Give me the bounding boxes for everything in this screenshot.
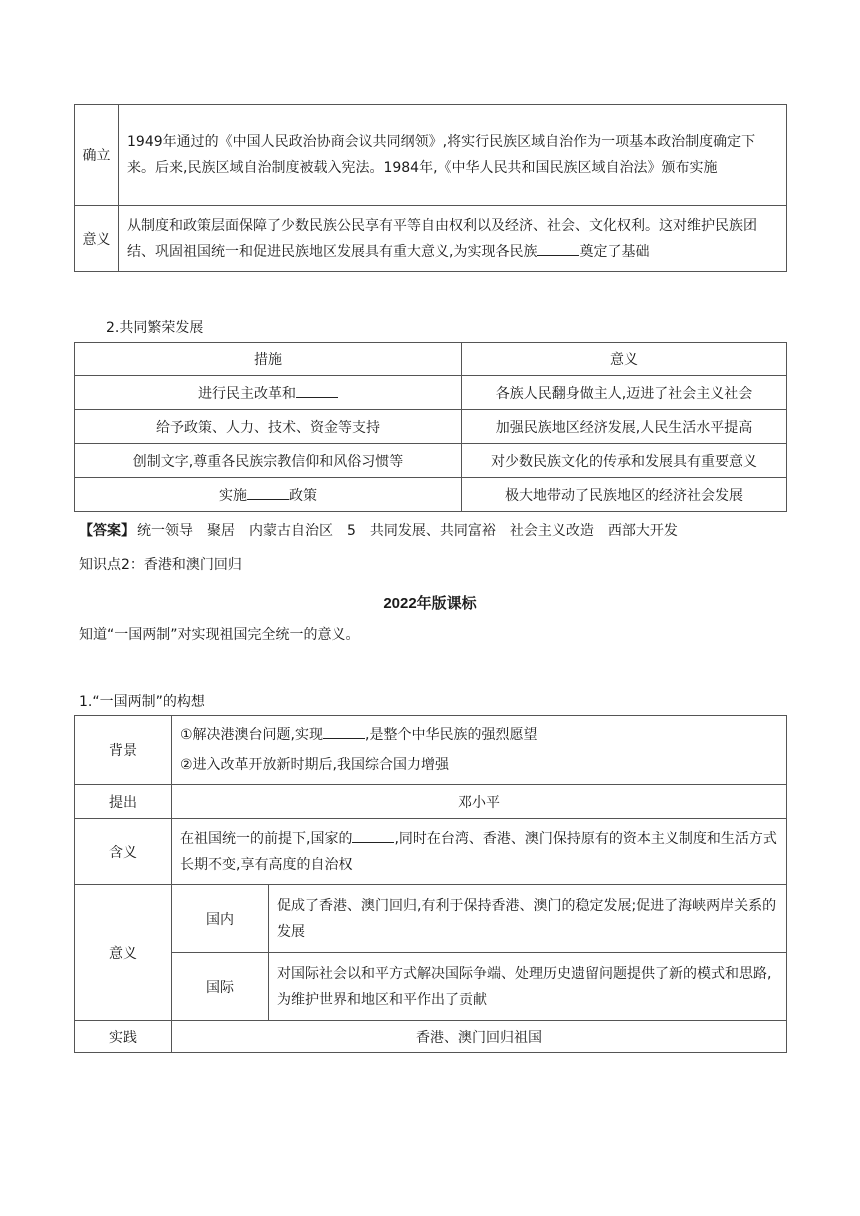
fill-blank [352, 828, 394, 843]
row-label: 背景 [75, 716, 172, 785]
answer-line [79, 520, 692, 540]
table-row [75, 478, 787, 512]
table-row [75, 1021, 787, 1053]
table-row [75, 376, 787, 410]
measure-cell: 给予政策、人力、技术、资金等支持 [75, 410, 462, 444]
regional-autonomy-table [74, 104, 787, 272]
table-header-row [75, 343, 787, 376]
answer-tag: 【答案】 [79, 523, 135, 539]
table-row [75, 444, 787, 478]
answer-item: 内蒙古自治区 [249, 523, 333, 539]
row-label: 实践 [75, 1021, 172, 1053]
meaning-cell: 极大地带动了民族地区的经济社会发展 [462, 478, 787, 512]
prosperity-table [74, 342, 787, 512]
knowledge-point-heading: 知识点2：香港和澳门回归 [79, 557, 242, 573]
answer-item: 聚居 [207, 523, 235, 539]
measure-cell: 进行民主改革和 [75, 376, 462, 410]
row-label: 含义 [75, 819, 172, 885]
answer-item: 5 [347, 523, 356, 539]
sub-label: 国际 [172, 953, 269, 1021]
fill-blank [296, 383, 338, 398]
table-row [75, 785, 787, 819]
practice-value: 香港、澳门回归祖国 [172, 1021, 787, 1053]
meaning-cell: 各族人民翻身做主人,迈进了社会主义社会 [462, 376, 787, 410]
answer-item: 统一领导 [137, 523, 193, 539]
table-row [75, 716, 787, 785]
fill-blank [247, 485, 289, 500]
section-title: 1.“一国两制”的构想 [79, 694, 205, 710]
answer-item: 社会主义改造 [509, 523, 594, 539]
measure-cell: 实施 政策 [75, 478, 462, 512]
row-label: 意义 [75, 885, 172, 1021]
one-country-two-systems-table [74, 715, 787, 1053]
domestic-text: 促成了香港、澳门回归,有利于保持香港、澳门的稳定发展;促进了海峡两岸关系的发展 [269, 885, 787, 953]
column-header: 措施 [75, 343, 462, 376]
background-line: ②进入改革开放新时期后,我国综合国力增强 [180, 757, 449, 773]
measure-cell: 创制文字,尊重各民族宗教信仰和风俗习惯等 [75, 444, 462, 478]
row-label: 提出 [75, 785, 172, 819]
table-row [75, 105, 787, 206]
table-row [75, 410, 787, 444]
meaning-cell: 对少数民族文化的传承和发展具有重要意义 [462, 444, 787, 478]
meaning-cell: 加强民族地区经济发展,人民生活水平提高 [462, 410, 787, 444]
proposer-value: 邓小平 [172, 785, 787, 819]
section-title: 2.共同繁荣发展 [106, 320, 204, 336]
background-line: ①解决港澳台问题,实现 ,是整个中华民族的强烈愿望 [180, 720, 778, 750]
row-text: 1949年通过的《中国人民政治协商会议共同纲领》,将实行民族区域自治作为一项基本政治制度确定下来。后来,民族区域自治制度被载入宪法。1984年,《中华人民共和国民族区域自治法》颁布实施 [119, 105, 787, 206]
fill-blank [537, 241, 579, 256]
standard-title: 2022年版课标 [383, 595, 477, 612]
table-row [75, 885, 787, 953]
international-text: 对国际社会以和平方式解决国际争端、处理历史遗留问题提供了新的模式和思路,为维护世界和地区和平作出了贡献 [269, 953, 787, 1021]
table-row [75, 206, 787, 272]
row-label: 意义 [75, 206, 119, 272]
fill-blank [323, 724, 365, 739]
standard-text: 知道“一国两制”对实现祖国完全统一的意义。 [79, 627, 360, 643]
row-text: 从制度和政策层面保障了少数民族公民享有平等自由权利以及经济、社会、文化权利。这对维护民族团结、巩固祖国统一和促进民族地区发展具有重大意义,为实现各民族 奠定了基础 [119, 206, 787, 272]
row-label: 确立 [75, 105, 119, 206]
answer-item: 西部大开发 [607, 523, 678, 539]
column-header: 意义 [462, 343, 787, 376]
sub-label: 国内 [172, 885, 269, 953]
table-row [75, 819, 787, 885]
definition-cell: 在祖国统一的前提下,国家的 ,同时在台湾、香港、澳门保持原有的资本主义制度和生活方式长期不变,享有高度的自治权 [172, 819, 787, 885]
answer-item: 共同发展、共同富裕 [369, 523, 496, 539]
table-row [75, 953, 787, 1021]
background-cell [172, 716, 787, 785]
